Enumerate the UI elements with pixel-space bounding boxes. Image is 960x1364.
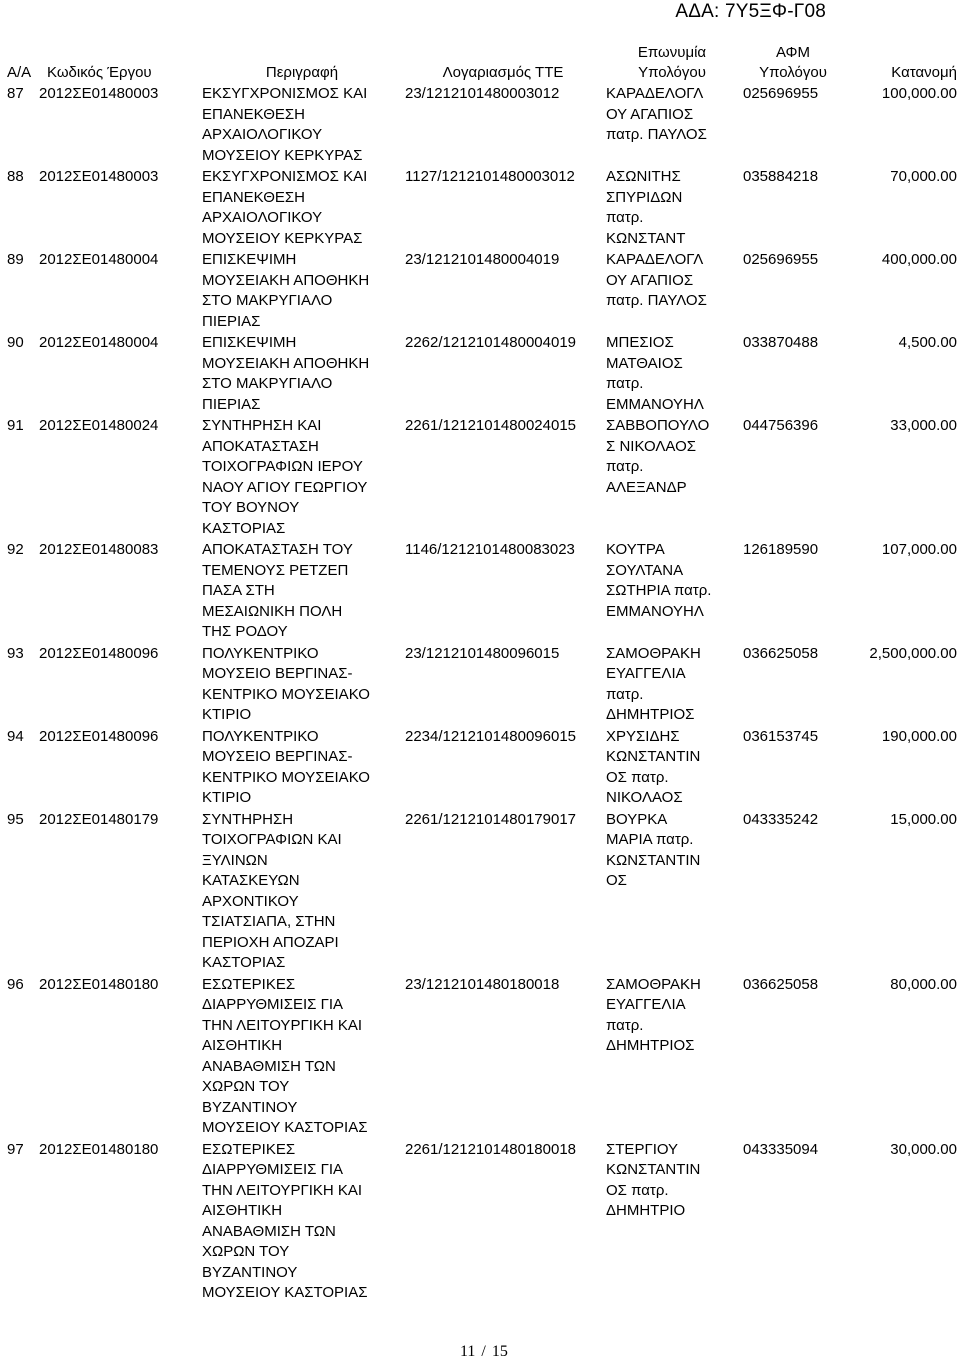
row-project-code: 2012ΣΕ01480096 — [39, 726, 198, 809]
row-project-code: 2012ΣΕ01480180 — [39, 974, 198, 1139]
row-account: 2261/1212101480024015 — [403, 416, 602, 540]
row-description: ΕΠΙΣΚΕΨΙΜΗ ΜΟΥΣΕΙΑΚΗ ΑΠΟΘΗΚΗ ΣΤΟ ΜΑΚΡΥΓΙΑΛΟ ΠΙΕΡΙΑΣ — [198, 250, 403, 333]
row-afm: 033870488 — [739, 333, 844, 416]
row-project-code: 2012ΣΕ01480180 — [39, 1139, 198, 1304]
table-row — [5, 643, 960, 726]
row-allocation: 30,000.00 — [844, 1139, 960, 1304]
row-accountable-name: ΜΠΕΣΙΟΣ ΜΑΤΘΑΙΟΣ πατρ. ΕΜΜΑΝΟΥΗΛ — [602, 333, 739, 416]
table-row — [5, 250, 960, 333]
row-aa: 90 — [5, 333, 39, 416]
row-allocation: 70,000.00 — [844, 167, 960, 250]
row-aa: 89 — [5, 250, 39, 333]
row-description: ΕΣΩΤΕΡΙΚΕΣ ΔΙΑΡΡΥΘΜΙΣΕΙΣ ΓΙΑ ΤΗΝ ΛΕΙΤΟΥΡΓΙΚΗ ΚΑΙ ΑΙΣΘΗΤΙΚΗ ΑΝΑΒΑΘΜΙΣΗ ΤΩΝ ΧΩΡΩΝ ΤΟΥ ΒΥΖΑΝΤΙΝΟΥ ΜΟΥΣΕΙΟΥ ΚΑΣΤΟΡΙΑΣ — [198, 974, 403, 1139]
header-accountable-name: Επωνυμία Υπολόγου — [602, 41, 739, 84]
row-allocation: 107,000.00 — [844, 540, 960, 644]
row-accountable-name: ΚΑΡΑΔΕΛΟΓΛ ΟΥ ΑΓΑΠΙΟΣ πατρ. ΠΑΥΛΟΣ — [602, 250, 739, 333]
row-accountable-name: ΑΣΩΝΙΤΗΣ ΣΠΥΡΙΔΩΝ πατρ. ΚΩΝΣΤΑΝΤ — [602, 167, 739, 250]
row-accountable-name: ΧΡΥΣΙΔΗΣ ΚΩΝΣΤΑΝΤΙΝ ΟΣ πατρ. ΝΙΚΟΛΑΟΣ — [602, 726, 739, 809]
row-afm: 025696955 — [739, 250, 844, 333]
table-row — [5, 974, 960, 1139]
table-row — [5, 333, 960, 416]
table-row — [5, 416, 960, 540]
row-description: ΠΟΛΥΚΕΝΤΡΙΚΟ ΜΟΥΣΕΙΟ ΒΕΡΓΙΝΑΣ- ΚΕΝΤΡΙΚΟ ΜΟΥΣΕΙΑΚΟ ΚΤΙΡΙΟ — [198, 643, 403, 726]
row-aa: 92 — [5, 540, 39, 644]
page-number — [460, 1342, 508, 1362]
header-description: Περιγραφή — [198, 41, 403, 84]
row-account: 2261/1212101480180018 — [403, 1139, 602, 1304]
row-afm: 043335094 — [739, 1139, 844, 1304]
row-afm: 044756396 — [739, 416, 844, 540]
row-account: 23/1212101480004019 — [403, 250, 602, 333]
row-accountable-name: ΚΟΥΤΡΑ ΣΟΥΛΤΑΝΑ ΣΩΤΗΡΙΑ πατρ. ΕΜΜΑΝΟΥΗΛ — [602, 540, 739, 644]
row-account: 23/1212101480180018 — [403, 974, 602, 1139]
row-description: ΕΣΩΤΕΡΙΚΕΣ ΔΙΑΡΡΥΘΜΙΣΕΙΣ ΓΙΑ ΤΗΝ ΛΕΙΤΟΥΡΓΙΚΗ ΚΑΙ ΑΙΣΘΗΤΙΚΗ ΑΝΑΒΑΘΜΙΣΗ ΤΩΝ ΧΩΡΩΝ ΤΟΥ ΒΥΖΑΝΤΙΝΟΥ ΜΟΥΣΕΙΟΥ ΚΑΣΤΟΡΙΑΣ — [198, 1139, 403, 1304]
row-description: ΣΥΝΤΗΡΗΣΗ ΚΑΙ ΑΠΟΚΑΤΑΣΤΑΣΗ ΤΟΙΧΟΓΡΑΦΙΩΝ ΙΕΡΟΥ ΝΑΟΥ ΑΓΙΟΥ ΓΕΩΡΓΙΟΥ ΤΟΥ ΒΟΥΝΟΥ ΚΑΣΤΟΡΙΑΣ — [198, 416, 403, 540]
row-aa: 88 — [5, 167, 39, 250]
row-description: ΑΠΟΚΑΤΑΣΤΑΣΗ ΤΟΥ ΤΕΜΕΝΟΥΣ ΡΕΤΖΕΠ ΠΑΣΑ ΣΤΗ ΜΕΣΑΙΩΝΙΚΗ ΠΟΛΗ ΤΗΣ ΡΟΔΟΥ — [198, 540, 403, 644]
row-afm: 036153745 — [739, 726, 844, 809]
row-description: ΣΥΝΤΗΡΗΣΗ ΤΟΙΧΟΓΡΑΦΙΩΝ ΚΑΙ ΞΥΛΙΝΩΝ ΚΑΤΑΣΚΕΥΩΝ ΑΡΧΟΝΤΙΚΟΥ ΤΣΙΑΤΣΙΑΠΑ, ΣΤΗΝ ΠΕΡΙΟΧΗ ΑΠΟΖΑΡΙ ΚΑΣΤΟΡΙΑΣ — [198, 809, 403, 974]
row-description: ΕΚΣΥΓΧΡΟΝΙΣΜΟΣ ΚΑΙ ΕΠΑΝΕΚΘΕΣΗ ΑΡΧΑΙΟΛΟΓΙΚΟΥ ΜΟΥΣΕΙΟΥ ΚΕΡΚΥΡΑΣ — [198, 84, 403, 167]
row-accountable-name: ΒΟΥΡΚΑ ΜΑΡΙΑ πατρ. ΚΩΝΣΤΑΝΤΙΝ ΟΣ — [602, 809, 739, 974]
row-afm: 126189590 — [739, 540, 844, 644]
row-aa: 87 — [5, 84, 39, 167]
row-afm: 036625058 — [739, 643, 844, 726]
row-allocation: 400,000.00 — [844, 250, 960, 333]
row-account: 2234/1212101480096015 — [403, 726, 602, 809]
row-account: 2261/1212101480179017 — [403, 809, 602, 974]
row-accountable-name: ΚΑΡΑΔΕΛΟΓΛ ΟΥ ΑΓΑΠΙΟΣ πατρ. ΠΑΥΛΟΣ — [602, 84, 739, 167]
row-description: ΠΟΛΥΚΕΝΤΡΙΚΟ ΜΟΥΣΕΙΟ ΒΕΡΓΙΝΑΣ- ΚΕΝΤΡΙΚΟ ΜΟΥΣΕΙΑΚΟ ΚΤΙΡΙΟ — [198, 726, 403, 809]
row-accountable-name: ΣΑΜΟΘΡΑΚΗ ΕΥΑΓΓΕΛΙΑ πατρ. ΔΗΜΗΤΡΙΟΣ — [602, 974, 739, 1139]
row-aa: 94 — [5, 726, 39, 809]
row-afm: 035884218 — [739, 167, 844, 250]
table-row — [5, 809, 960, 974]
row-account: 1146/1212101480083023 — [403, 540, 602, 644]
row-project-code: 2012ΣΕ01480083 — [39, 540, 198, 644]
table-row — [5, 84, 960, 167]
header-afm: ΑΦΜ Υπολόγου — [739, 41, 844, 84]
row-accountable-name: ΣΤΕΡΓΙΟΥ ΚΩΝΣΤΑΝΤΙΝ ΟΣ πατρ. ΔΗΜΗΤΡΙΟ — [602, 1139, 739, 1304]
table-row — [5, 167, 960, 250]
row-project-code: 2012ΣΕ01480004 — [39, 333, 198, 416]
total-pages: 15 — [491, 1343, 508, 1360]
header-account: Λογαριασμός ΤΤΕ — [403, 41, 602, 84]
table-row — [5, 1139, 960, 1304]
row-project-code: 2012ΣΕ01480179 — [39, 809, 198, 974]
page-separator: / — [481, 1343, 486, 1360]
row-allocation: 80,000.00 — [844, 974, 960, 1139]
header-aa: Α/Α — [5, 41, 39, 84]
header-project-code: Κωδικός Έργου — [39, 41, 198, 84]
row-aa: 95 — [5, 809, 39, 974]
row-project-code: 2012ΣΕ01480003 — [39, 84, 198, 167]
row-aa: 91 — [5, 416, 39, 540]
row-accountable-name: ΣΑΜΟΘΡΑΚΗ ΕΥΑΓΓΕΛΙΑ πατρ. ΔΗΜΗΤΡΙΟΣ — [602, 643, 739, 726]
row-aa: 96 — [5, 974, 39, 1139]
row-project-code: 2012ΣΕ01480096 — [39, 643, 198, 726]
row-allocation: 100,000.00 — [844, 84, 960, 167]
row-allocation: 4,500.00 — [844, 333, 960, 416]
row-description: ΕΠΙΣΚΕΨΙΜΗ ΜΟΥΣΕΙΑΚΗ ΑΠΟΘΗΚΗ ΣΤΟ ΜΑΚΡΥΓΙΑΛΟ ΠΙΕΡΙΑΣ — [198, 333, 403, 416]
row-afm: 036625058 — [739, 974, 844, 1139]
row-project-code: 2012ΣΕ01480004 — [39, 250, 198, 333]
row-project-code: 2012ΣΕ01480003 — [39, 167, 198, 250]
row-afm: 025696955 — [739, 84, 844, 167]
table-header-row — [5, 41, 960, 84]
row-allocation: 2,500,000.00 — [844, 643, 960, 726]
row-account: 1127/1212101480003012 — [403, 167, 602, 250]
row-account: 2262/1212101480004019 — [403, 333, 602, 416]
row-project-code: 2012ΣΕ01480024 — [39, 416, 198, 540]
row-aa: 97 — [5, 1139, 39, 1304]
ada-label: ΑΔΑ: 7Υ5ΞΦ-Γ08 — [675, 1, 826, 22]
row-allocation: 15,000.00 — [844, 809, 960, 974]
row-allocation: 190,000.00 — [844, 726, 960, 809]
current-page: 11 — [460, 1343, 476, 1360]
allocation-table — [4, 40, 960, 1305]
table-row — [5, 540, 960, 644]
row-accountable-name: ΣΑΒΒΟΠΟΥΛΟ Σ ΝΙΚΟΛΑΟΣ πατρ. ΑΛΕΞΑΝΔΡ — [602, 416, 739, 540]
row-account: 23/1212101480096015 — [403, 643, 602, 726]
row-description: ΕΚΣΥΓΧΡΟΝΙΣΜΟΣ ΚΑΙ ΕΠΑΝΕΚΘΕΣΗ ΑΡΧΑΙΟΛΟΓΙΚΟΥ ΜΟΥΣΕΙΟΥ ΚΕΡΚΥΡΑΣ — [198, 167, 403, 250]
table-row — [5, 726, 960, 809]
row-account: 23/1212101480003012 — [403, 84, 602, 167]
header-allocation: Κατανομή — [844, 41, 960, 84]
row-afm: 043335242 — [739, 809, 844, 974]
row-aa: 93 — [5, 643, 39, 726]
row-allocation: 33,000.00 — [844, 416, 960, 540]
